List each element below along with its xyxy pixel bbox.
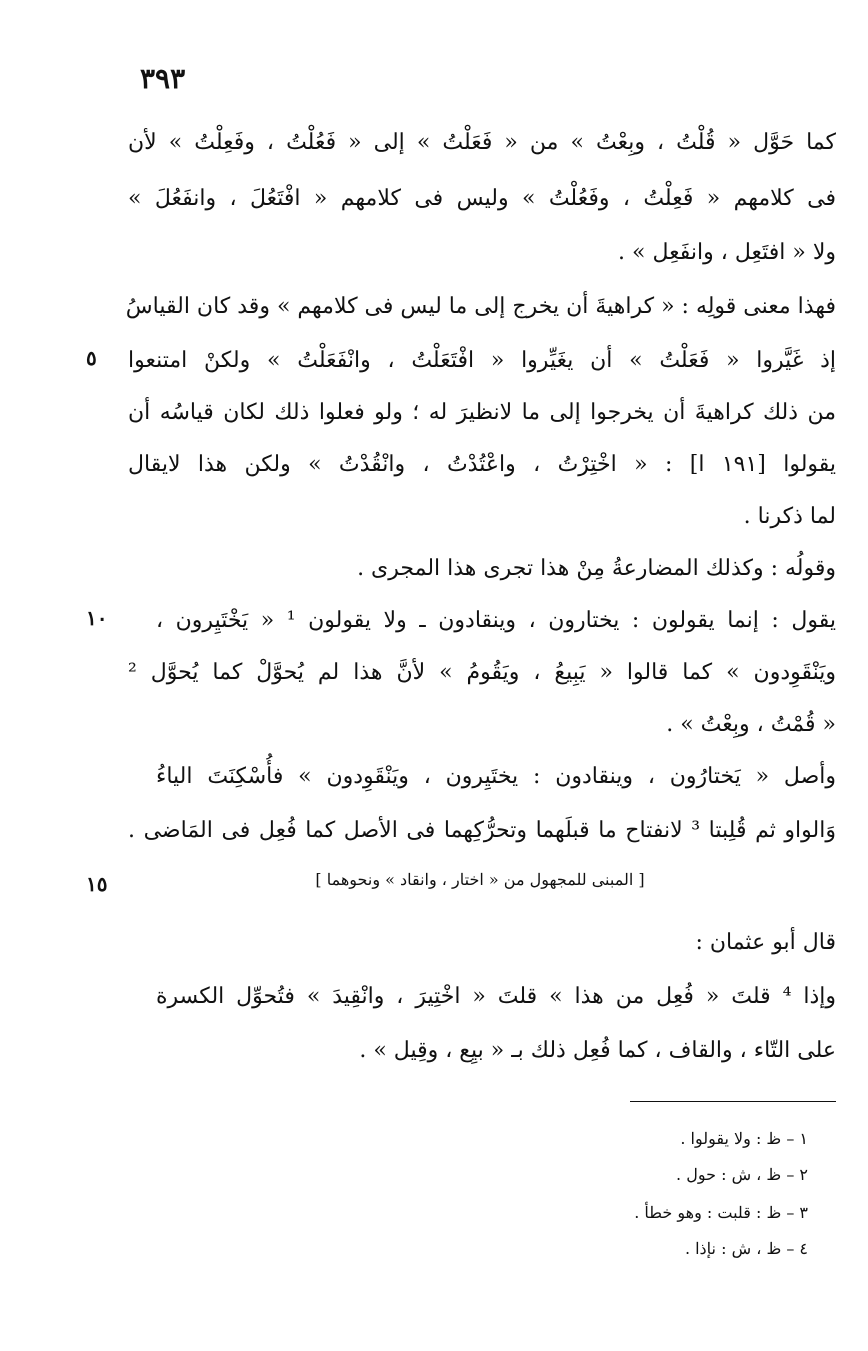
text-line: وإذا ⁴ قلتَ « فُعِل من هذا » قلتَ « اخْتِيرَ ، وانْقِيدَ » فتُحوِّل الكسرة [156,984,837,1009]
page-number: ٣٩٣ [140,62,186,95]
footnote: ١ – ظ : ولا يقولوا . [680,1129,808,1148]
text-line: وأصل « يَختارُون ، وينقادون : يختَيِرون ، ويَنْقَوِدون » فأُسْكِنَتَ الياءُ [156,764,836,789]
text-line: على التّاء ، والقاف ، كما فُعِل ذلك بـ « بيِع ، وقِيل » . [359,1038,836,1063]
margin-line-number: ٥ [86,346,97,370]
margin-line-number: ١٠ [86,606,108,630]
text-line: وَالواو ثم قُلِبتا ³ لانفتاح ما قبلَهما وتحرُّكِهما فى الأصل كما فُعِل فى المَاضى . [128,818,836,843]
text-line: ولا « افتَعِل ، وانفَعِل » . [618,240,836,265]
footnote-separator [630,1101,836,1102]
footnote: ٣ – ظ : قلبت : وهو خطأ . [634,1203,808,1222]
text-line: وقولُه : وكذلك المضارعةُ مِنْ هذا تجرى هذا المجرى . [357,556,836,581]
text-line: كما حَوَّل « قُلْتُ ، وبِعْتُ » من « فَعَلْتُ » إلى « فَعُلْتُ ، وفَعِلْتُ » لأن [128,130,836,155]
text-line: فهذا معنى قولِه : « كراهيةَ أن يخرج إلى ما ليس فى كلامهم » وقد كان القياسُ [125,294,836,319]
text-line: ويَنْقَوِدون » كما قالوا « يَبِيعُ ، ويَقُومُ » لأنَّ هذا لم يُحوَّلْ كما يُحوَّل ² [128,660,836,685]
section-heading: [ المبنى للمجهول من « اختار ، وانقاد » ونحوهما ] [315,870,645,889]
margin-line-number: ١٥ [86,872,108,896]
footnote: ٤ – ظ ، ش : نإذا . [684,1239,808,1258]
text-line: فى كلامهم « فَعِلْتُ ، وفَعُلْتُ » وليس فى كلامهم « افْتَعُلَ ، وانفَعُلَ » [128,186,836,211]
text-line: إذ غَيَّروا « فَعَلْتُ » أن يغَيِّروا « افْتَعَلْتُ ، وانْفَعَلْتُ » ولكنْ امتنعوا [128,348,836,373]
footnote: ٢ – ظ ، ش : حول . [676,1165,808,1184]
text-line: لما ذكرنا . [743,504,836,529]
text-line: « قُمْتُ ، وبِعْتُ » . [666,712,836,737]
text-line: يقولوا [١٩١ ا] : « اخْتِرْتُ ، واعْتُدْتُ ، وانْقُدْتُ » ولكن هذا لايقال [128,452,837,477]
text-line: من ذلك كراهيةَ أن يخرجوا إلى ما لانظيرَ له ؛ ولو فعلوا ذلك لكان قياسُه أن [128,400,836,425]
text-line: يقول : إنما يقولون : يختارون ، وينقادون ـ ولا يقولون ¹ « يَخْتَيِرون ، [156,608,837,633]
text-line: قال أبو عثمان : [695,930,836,955]
